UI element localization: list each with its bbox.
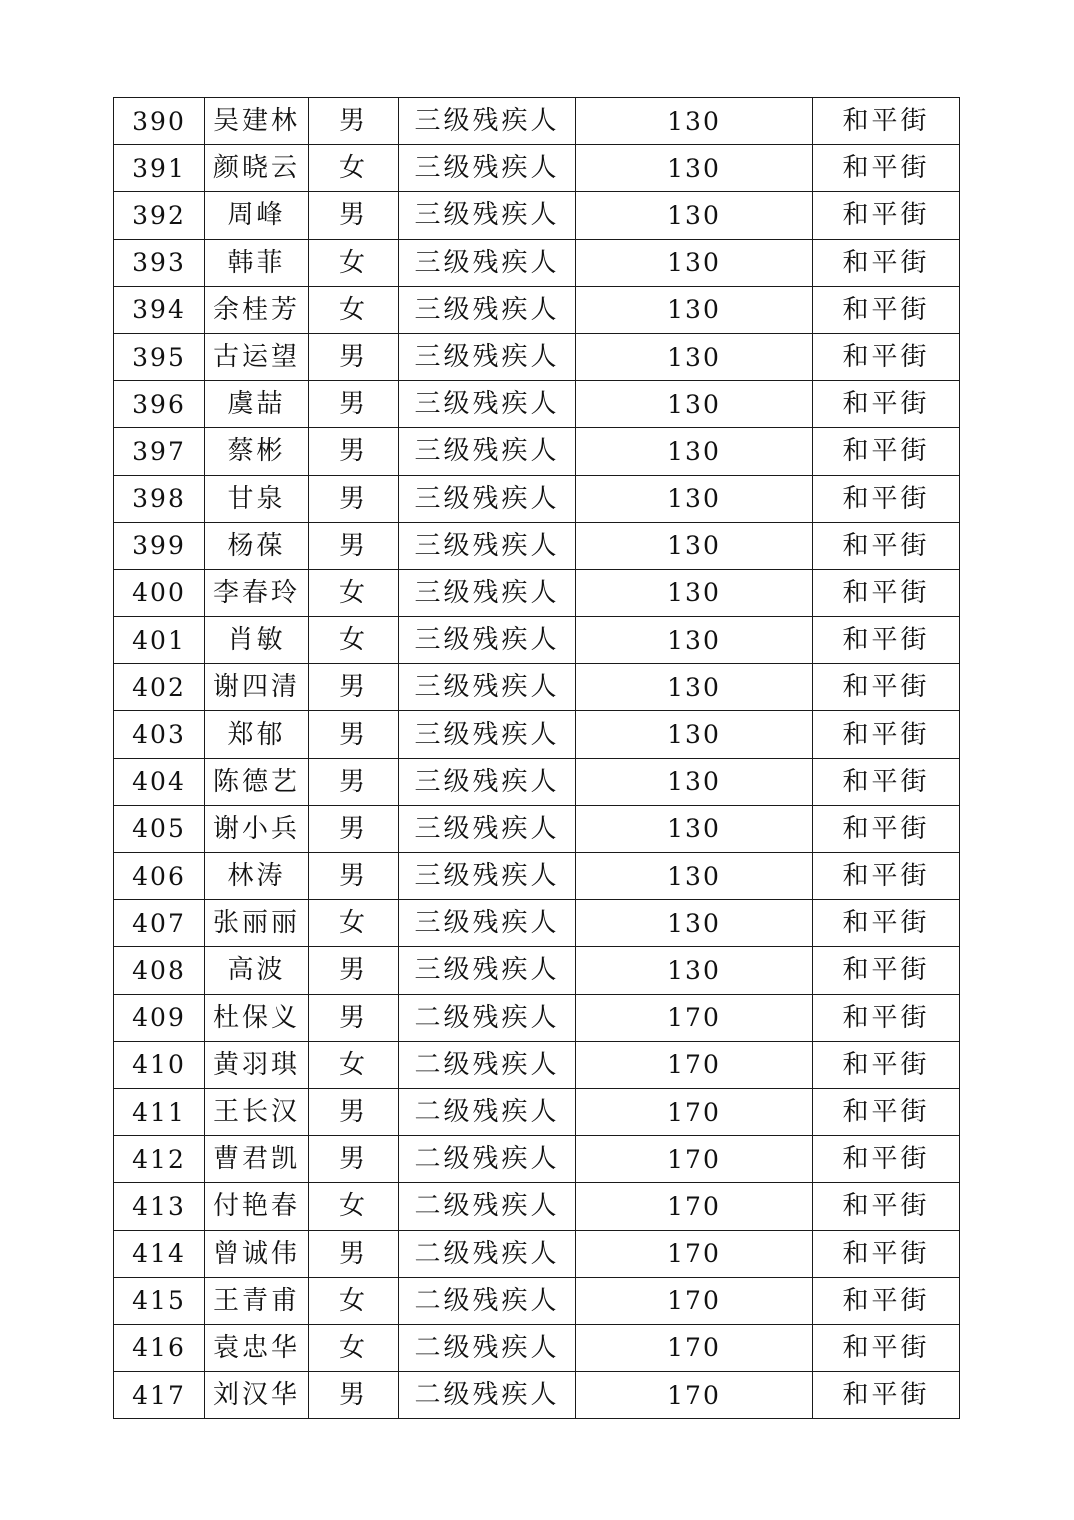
table-row [114,805,960,852]
cell-amount: 130 [576,947,813,994]
cell-amount: 130 [576,286,813,333]
table-row [114,853,960,900]
table-row [114,381,960,428]
table-row [114,947,960,994]
cell-amount: 170 [576,1230,813,1277]
cell-disability-level: 三级残疾人 [399,286,576,333]
cell-name: 李春玲 [205,569,309,616]
cell-number: 415 [114,1277,205,1324]
cell-gender: 男 [309,994,399,1041]
cell-number: 401 [114,617,205,664]
cell-gender: 女 [309,1041,399,1088]
table-body [114,98,960,1419]
cell-street: 和平街 [813,428,960,475]
cell-name: 王长汉 [205,1088,309,1135]
cell-street: 和平街 [813,994,960,1041]
cell-number: 408 [114,947,205,994]
cell-gender: 男 [309,192,399,239]
cell-disability-level: 三级残疾人 [399,98,576,145]
cell-name: 袁忠华 [205,1324,309,1371]
cell-disability-level: 三级残疾人 [399,711,576,758]
cell-gender: 男 [309,853,399,900]
cell-name: 林涛 [205,853,309,900]
cell-gender: 男 [309,947,399,994]
cell-street: 和平街 [813,1136,960,1183]
cell-amount: 130 [576,522,813,569]
cell-gender: 女 [309,1324,399,1371]
cell-number: 397 [114,428,205,475]
cell-disability-level: 二级残疾人 [399,1230,576,1277]
cell-gender: 女 [309,1277,399,1324]
table-row [114,286,960,333]
cell-disability-level: 三级残疾人 [399,428,576,475]
cell-amount: 170 [576,1088,813,1135]
recipient-table [113,97,960,1419]
cell-amount: 130 [576,711,813,758]
cell-name: 高波 [205,947,309,994]
cell-amount: 170 [576,1277,813,1324]
cell-name: 虞喆 [205,381,309,428]
cell-name: 古运望 [205,333,309,380]
table-row [114,1136,960,1183]
cell-street: 和平街 [813,1088,960,1135]
cell-disability-level: 二级残疾人 [399,1372,576,1419]
cell-name: 韩菲 [205,239,309,286]
cell-name: 杜保义 [205,994,309,1041]
cell-name: 谢四清 [205,664,309,711]
cell-amount: 130 [576,617,813,664]
cell-number: 405 [114,805,205,852]
cell-disability-level: 二级残疾人 [399,1136,576,1183]
cell-number: 409 [114,994,205,1041]
table-row [114,1183,960,1230]
cell-disability-level: 三级残疾人 [399,192,576,239]
cell-number: 392 [114,192,205,239]
cell-name: 余桂芳 [205,286,309,333]
cell-number: 398 [114,475,205,522]
cell-amount: 130 [576,192,813,239]
cell-number: 407 [114,900,205,947]
cell-gender: 女 [309,1183,399,1230]
cell-amount: 130 [576,475,813,522]
cell-name: 王青甫 [205,1277,309,1324]
cell-disability-level: 三级残疾人 [399,569,576,616]
cell-number: 400 [114,569,205,616]
cell-gender: 女 [309,239,399,286]
cell-amount: 130 [576,239,813,286]
cell-number: 416 [114,1324,205,1371]
cell-disability-level: 三级残疾人 [399,758,576,805]
cell-amount: 130 [576,145,813,192]
table-row [114,145,960,192]
cell-name: 杨葆 [205,522,309,569]
cell-amount: 130 [576,853,813,900]
cell-number: 396 [114,381,205,428]
cell-street: 和平街 [813,522,960,569]
cell-name: 付艳春 [205,1183,309,1230]
table-row [114,1324,960,1371]
table-row [114,1041,960,1088]
cell-gender: 男 [309,758,399,805]
table-row [114,428,960,475]
cell-street: 和平街 [813,569,960,616]
table-row [114,475,960,522]
cell-amount: 170 [576,1183,813,1230]
cell-name: 蔡彬 [205,428,309,475]
cell-street: 和平街 [813,758,960,805]
table-row [114,1230,960,1277]
cell-number: 395 [114,333,205,380]
cell-street: 和平街 [813,664,960,711]
cell-street: 和平街 [813,239,960,286]
table-row [114,994,960,1041]
cell-name: 郑郁 [205,711,309,758]
cell-number: 411 [114,1088,205,1135]
cell-disability-level: 三级残疾人 [399,475,576,522]
cell-disability-level: 二级残疾人 [399,1277,576,1324]
cell-name: 张丽丽 [205,900,309,947]
cell-street: 和平街 [813,286,960,333]
cell-name: 黄羽琪 [205,1041,309,1088]
cell-amount: 170 [576,1324,813,1371]
table-row [114,569,960,616]
cell-street: 和平街 [813,947,960,994]
cell-name: 周峰 [205,192,309,239]
cell-street: 和平街 [813,98,960,145]
cell-gender: 男 [309,1136,399,1183]
cell-gender: 男 [309,1088,399,1135]
cell-disability-level: 三级残疾人 [399,617,576,664]
table-row [114,333,960,380]
cell-street: 和平街 [813,475,960,522]
cell-street: 和平街 [813,1324,960,1371]
cell-street: 和平街 [813,333,960,380]
cell-name: 陈德艺 [205,758,309,805]
table-row [114,1372,960,1419]
cell-disability-level: 三级残疾人 [399,853,576,900]
cell-amount: 130 [576,664,813,711]
cell-gender: 男 [309,711,399,758]
cell-amount: 130 [576,381,813,428]
cell-street: 和平街 [813,381,960,428]
cell-gender: 男 [309,381,399,428]
cell-disability-level: 三级残疾人 [399,664,576,711]
cell-amount: 130 [576,805,813,852]
cell-disability-level: 二级残疾人 [399,1183,576,1230]
cell-disability-level: 二级残疾人 [399,1088,576,1135]
table-row [114,98,960,145]
cell-number: 404 [114,758,205,805]
table-row [114,711,960,758]
cell-gender: 男 [309,664,399,711]
cell-street: 和平街 [813,617,960,664]
cell-amount: 170 [576,1041,813,1088]
cell-name: 吴建林 [205,98,309,145]
cell-number: 394 [114,286,205,333]
cell-number: 410 [114,1041,205,1088]
cell-disability-level: 三级残疾人 [399,522,576,569]
cell-gender: 男 [309,428,399,475]
cell-street: 和平街 [813,1277,960,1324]
cell-gender: 女 [309,900,399,947]
cell-disability-level: 三级残疾人 [399,381,576,428]
cell-amount: 170 [576,1136,813,1183]
table-row [114,664,960,711]
cell-disability-level: 二级残疾人 [399,994,576,1041]
cell-name: 曹君凯 [205,1136,309,1183]
cell-street: 和平街 [813,805,960,852]
cell-number: 391 [114,145,205,192]
cell-amount: 130 [576,98,813,145]
cell-gender: 女 [309,569,399,616]
cell-number: 402 [114,664,205,711]
cell-number: 413 [114,1183,205,1230]
cell-amount: 130 [576,333,813,380]
cell-street: 和平街 [813,1230,960,1277]
table-row [114,192,960,239]
cell-amount: 170 [576,994,813,1041]
cell-disability-level: 三级残疾人 [399,333,576,380]
cell-disability-level: 二级残疾人 [399,1324,576,1371]
cell-gender: 女 [309,617,399,664]
cell-amount: 130 [576,569,813,616]
cell-number: 393 [114,239,205,286]
cell-street: 和平街 [813,1372,960,1419]
table-row [114,900,960,947]
cell-gender: 女 [309,286,399,333]
cell-number: 399 [114,522,205,569]
cell-street: 和平街 [813,711,960,758]
cell-gender: 男 [309,333,399,380]
cell-gender: 男 [309,98,399,145]
cell-disability-level: 三级残疾人 [399,805,576,852]
cell-amount: 170 [576,1372,813,1419]
cell-number: 414 [114,1230,205,1277]
cell-name: 甘泉 [205,475,309,522]
cell-gender: 男 [309,805,399,852]
cell-street: 和平街 [813,1183,960,1230]
table-row [114,617,960,664]
cell-name: 谢小兵 [205,805,309,852]
cell-amount: 130 [576,900,813,947]
cell-amount: 130 [576,758,813,805]
cell-number: 412 [114,1136,205,1183]
cell-street: 和平街 [813,145,960,192]
cell-street: 和平街 [813,1041,960,1088]
cell-number: 390 [114,98,205,145]
cell-amount: 130 [576,428,813,475]
cell-disability-level: 三级残疾人 [399,900,576,947]
cell-gender: 男 [309,1230,399,1277]
table-row [114,239,960,286]
cell-street: 和平街 [813,192,960,239]
cell-gender: 女 [309,145,399,192]
cell-street: 和平街 [813,900,960,947]
cell-name: 刘汉华 [205,1372,309,1419]
cell-number: 406 [114,853,205,900]
cell-number: 403 [114,711,205,758]
cell-name: 颜晓云 [205,145,309,192]
cell-gender: 男 [309,522,399,569]
table-row [114,1277,960,1324]
cell-disability-level: 三级残疾人 [399,145,576,192]
table-row [114,1088,960,1135]
cell-name: 曾诚伟 [205,1230,309,1277]
table-row [114,522,960,569]
cell-name: 肖敏 [205,617,309,664]
cell-street: 和平街 [813,853,960,900]
cell-gender: 男 [309,475,399,522]
cell-disability-level: 二级残疾人 [399,1041,576,1088]
table-row [114,758,960,805]
cell-gender: 男 [309,1372,399,1419]
cell-disability-level: 三级残疾人 [399,239,576,286]
cell-disability-level: 三级残疾人 [399,947,576,994]
cell-number: 417 [114,1372,205,1419]
